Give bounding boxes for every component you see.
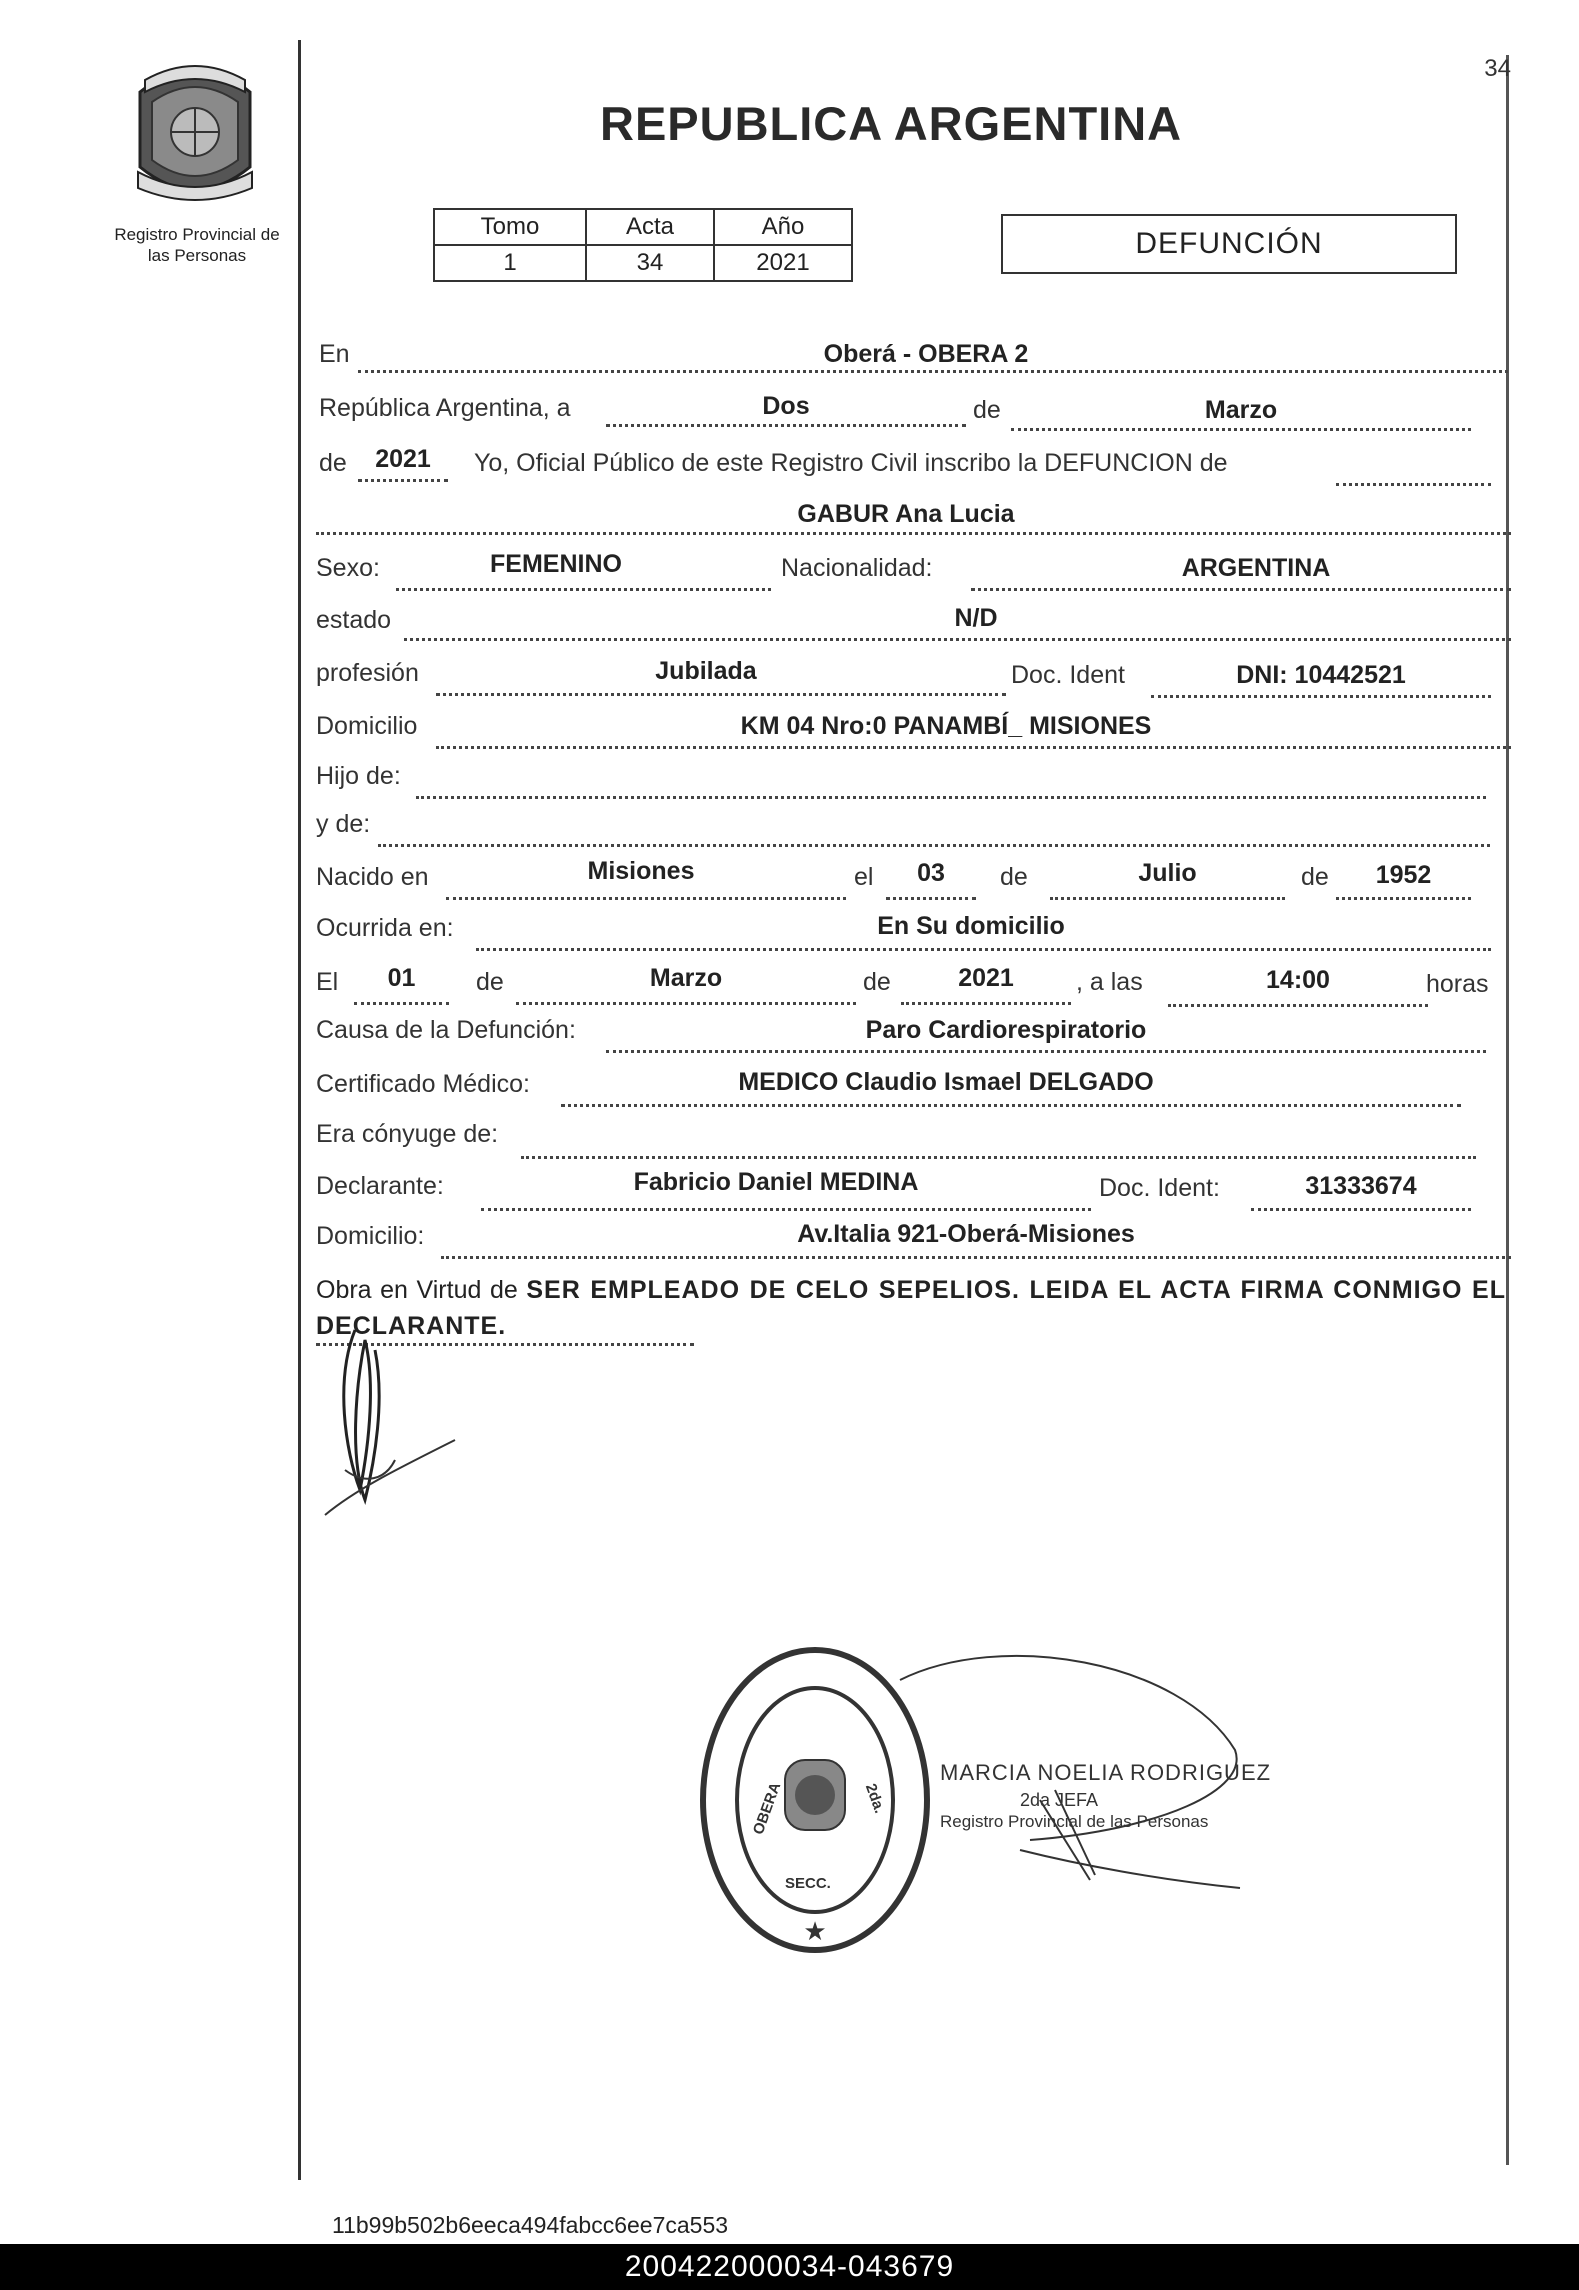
value-profesion: Jubilada <box>655 657 757 685</box>
row-conyuge <box>316 1116 1512 1156</box>
label-declarante: Declarante: <box>316 1172 444 1200</box>
record-table-value-row <box>434 245 852 281</box>
document-title: REPUBLICA ARGENTINA <box>600 97 1183 150</box>
dotted-line <box>1336 451 1491 486</box>
row-sexo <box>316 550 1512 590</box>
value-fecha-anio: 2021 <box>958 964 1014 992</box>
official-name: MARCIA NOELIA RODRIGUEZ <box>940 1760 1272 1785</box>
value-nacido-mes: Julio <box>1138 859 1197 887</box>
value-causa: Paro Cardiorespiratorio <box>865 1016 1147 1044</box>
registry-caption <box>92 224 302 266</box>
dotted-line <box>378 812 1490 847</box>
record-header-tomo: Tomo <box>434 209 586 245</box>
province-seal-logo <box>120 52 270 207</box>
row-en <box>316 338 1512 378</box>
label-y-de: y de: <box>316 810 371 838</box>
label-hijo-de: Hijo de: <box>316 762 401 790</box>
label-de-year: de <box>319 449 347 477</box>
row-republica <box>316 392 1512 432</box>
record-value-acta: 34 <box>586 245 714 281</box>
value-estado: N/D <box>954 604 998 632</box>
label-estado: estado <box>316 606 392 634</box>
label-nacionalidad: Nacionalidad: <box>781 554 933 582</box>
registry-caption-line2: las Personas <box>147 246 247 265</box>
label-republica: República Argentina, a <box>319 394 571 422</box>
row-causa <box>316 1012 1512 1052</box>
record-header-anio: Año <box>714 209 852 245</box>
document-hash: 11b99b502b6eeca494fabcc6ee7ca553 <box>332 2212 729 2238</box>
value-fecha-mes: Marzo <box>649 964 723 992</box>
row-nacido <box>316 857 1512 897</box>
row-hijo-de <box>316 758 1512 798</box>
value-nacido-lugar: Misiones <box>587 857 695 885</box>
value-declarante: Fabricio Daniel MEDINA <box>633 1168 919 1196</box>
label-domicilio-declarante: Domicilio: <box>316 1222 425 1250</box>
label-horas: horas <box>1426 970 1489 998</box>
value-doc-ident-declarante: 31333674 <box>1305 1172 1417 1200</box>
label-inscribe: Yo, Oficial Público de este Registro Civil inscribo la DEFUNCION de <box>474 449 1228 477</box>
label-de: de <box>476 968 504 996</box>
value-deceased-name: GABUR Ana Lucia <box>797 500 1015 528</box>
obra-en-virtud <box>316 1272 1506 1344</box>
value-location: Oberá - OBERA 2 <box>823 340 1029 368</box>
row-estado <box>316 602 1512 642</box>
label-de: de <box>1000 863 1028 891</box>
value-domicilio-declarante: Av.Italia 921-Oberá-Misiones <box>797 1220 1135 1248</box>
value-nacido-anio: 1952 <box>1375 861 1432 889</box>
row-fecha-defuncion <box>316 962 1512 1002</box>
label-en: En <box>319 340 350 368</box>
value-certificado: MEDICO Claudio Ismael DELGADO <box>738 1068 1154 1096</box>
stamp-inner-bottom: SECC. <box>785 1875 831 1892</box>
record-header-acta: Acta <box>586 209 714 245</box>
label-de: de <box>1301 863 1329 891</box>
label-el: el <box>854 863 874 891</box>
stamp-inner-left: OBERA <box>749 1780 785 1837</box>
label-ocurrida: Ocurrida en: <box>316 914 454 942</box>
row-domicilio <box>316 708 1512 748</box>
row-profesion <box>316 655 1512 695</box>
label-certificado: Certificado Médico: <box>316 1070 530 1098</box>
row-domicilio-declarante <box>316 1218 1512 1258</box>
record-value-tomo: 1 <box>434 245 586 281</box>
record-table <box>433 208 853 282</box>
official-org: Registro Provincial de las Personas <box>940 1812 1209 1831</box>
barcode-number: 200422000034-043679 <box>0 2244 1579 2290</box>
value-day-word: Dos <box>762 392 810 420</box>
label-profesion: profesión <box>316 659 419 687</box>
value-hora: 14:00 <box>1266 966 1330 994</box>
value-domicilio: KM 04 Nro:0 PANAMBÍ_ MISIONES <box>740 712 1152 740</box>
dotted-line <box>521 1124 1476 1159</box>
value-obra: SER EMPLEADO DE CELO SEPELIOS. LEIDA EL ACTA FIRMA CONMIGO EL DECLARANTE. <box>316 1276 1506 1340</box>
page-number: 34 <box>1484 55 1511 82</box>
value-month-word: Marzo <box>1204 396 1278 424</box>
svg-text:★: ★ <box>803 1916 827 1946</box>
label-conyuge: Era cónyuge de: <box>316 1120 499 1148</box>
label-doc-ident: Doc. Ident <box>1011 661 1125 689</box>
registry-caption-line1: Registro Provincial de <box>114 225 280 244</box>
row-certificado <box>316 1064 1512 1104</box>
dotted-line <box>416 764 1486 799</box>
label-doc-ident-declarante: Doc. Ident: <box>1099 1174 1220 1202</box>
stamp-inner-right: 2da. <box>861 1781 889 1816</box>
label-el-fecha: El <box>316 968 339 996</box>
declarant-signature <box>315 1320 475 1530</box>
label-causa: Causa de la Defunción: <box>316 1016 576 1044</box>
label-a-las: , a las <box>1076 968 1143 996</box>
label-de: de <box>973 396 1001 424</box>
record-table-header-row <box>434 209 852 245</box>
value-nacido-dia: 03 <box>917 859 945 887</box>
label-de: de <box>863 968 891 996</box>
record-type-box: DEFUNCIÓN <box>1001 214 1457 274</box>
value-nacionalidad: ARGENTINA <box>1181 554 1331 582</box>
label-domicilio: Domicilio <box>316 712 418 740</box>
row-ocurrida <box>316 910 1512 950</box>
row-year-inscribe <box>316 445 1512 485</box>
row-y-de <box>316 806 1512 846</box>
row-deceased-name <box>316 496 1512 536</box>
row-declarante <box>316 1166 1512 1206</box>
official-role: 2da JEFA <box>1020 1790 1099 1810</box>
value-sexo: FEMENINO <box>490 550 622 578</box>
value-ocurrida: En Su domicilio <box>877 912 1065 940</box>
value-fecha-dia: 01 <box>387 964 416 992</box>
value-year: 2021 <box>375 445 431 473</box>
label-sexo: Sexo: <box>316 554 380 582</box>
record-value-anio: 2021 <box>714 245 852 281</box>
label-obra: Obra en Virtud de <box>316 1276 518 1304</box>
value-doc-ident: DNI: 10442521 <box>1236 661 1406 689</box>
left-margin-line <box>298 40 301 2180</box>
label-nacido-en: Nacido en <box>316 863 429 891</box>
